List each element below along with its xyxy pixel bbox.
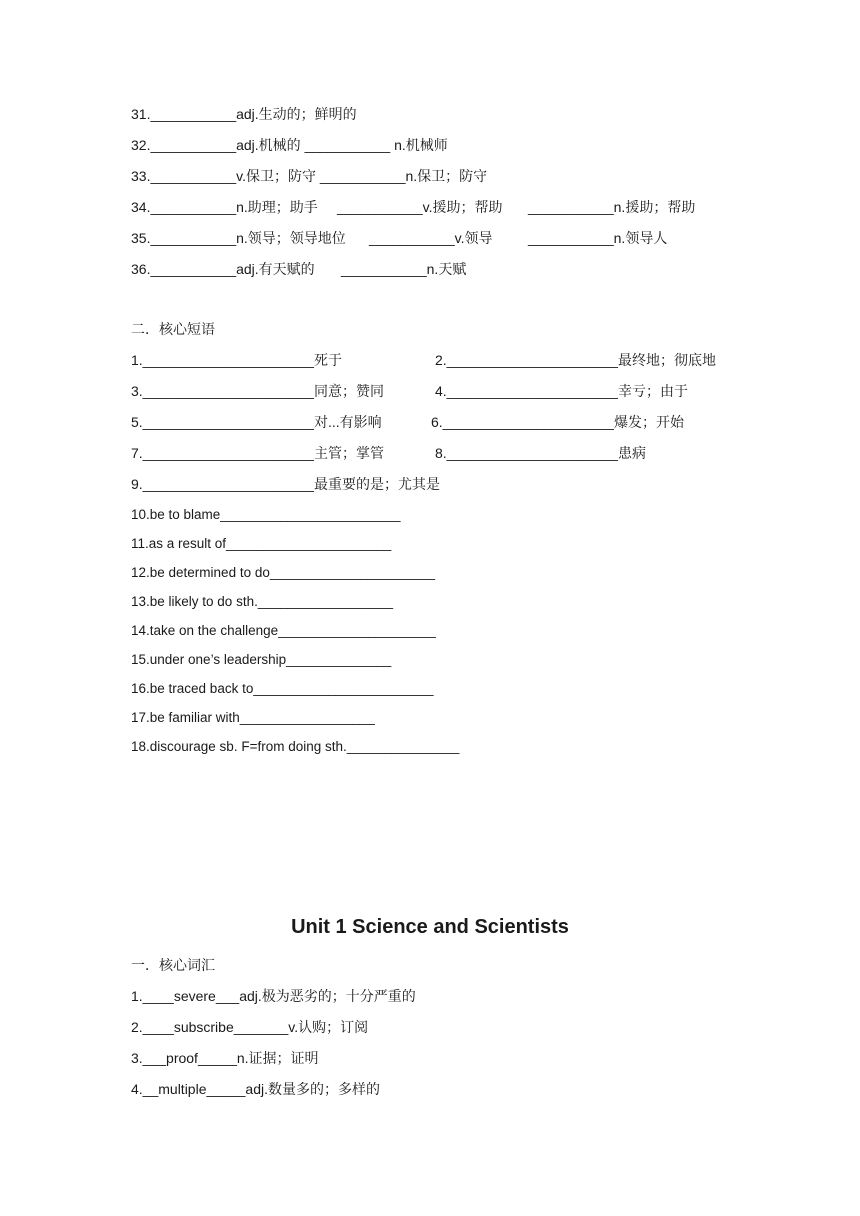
phrase-item-11: 11.as a result of______________________ [131, 536, 392, 551]
section-heading-vocabulary: 一．核心词汇 [131, 957, 215, 973]
phrase-item-18: 18.discourage sb. F=from doing sth._______________ [131, 739, 460, 754]
phrase-item-17: 17.be familiar with__________________ [131, 710, 375, 725]
phrase-item-16: 16.be traced back to________________________ [131, 681, 434, 696]
section-heading-phrases: 二．核心短语 [131, 321, 215, 337]
phrase-item-13: 13.be likely to do sth.__________________ [131, 594, 393, 609]
phrase-item-12: 12.be determined to do______________________ [131, 565, 436, 580]
unit-vocab-item-3: 3.___proof_____n.证据；证明 [131, 1050, 319, 1066]
phrase-item-10: 10.be to blame________________________ [131, 507, 401, 522]
phrase-item-14: 14.take on the challenge_____________________ [131, 623, 436, 638]
unit-vocab-item-4: 4.__multiple_____adj.数量多的；多样的 [131, 1081, 380, 1097]
phrase-item-15: 15.under one’s leadership______________ [131, 652, 392, 667]
unit-vocab-item-2: 2.____subscribe_______v.认购；订阅 [131, 1019, 369, 1035]
unit-title: Unit 1 Science and Scientists [291, 916, 569, 938]
unit-vocab-item-1: 1.____severe___adj.极为恶劣的；十分严重的 [131, 988, 416, 1004]
